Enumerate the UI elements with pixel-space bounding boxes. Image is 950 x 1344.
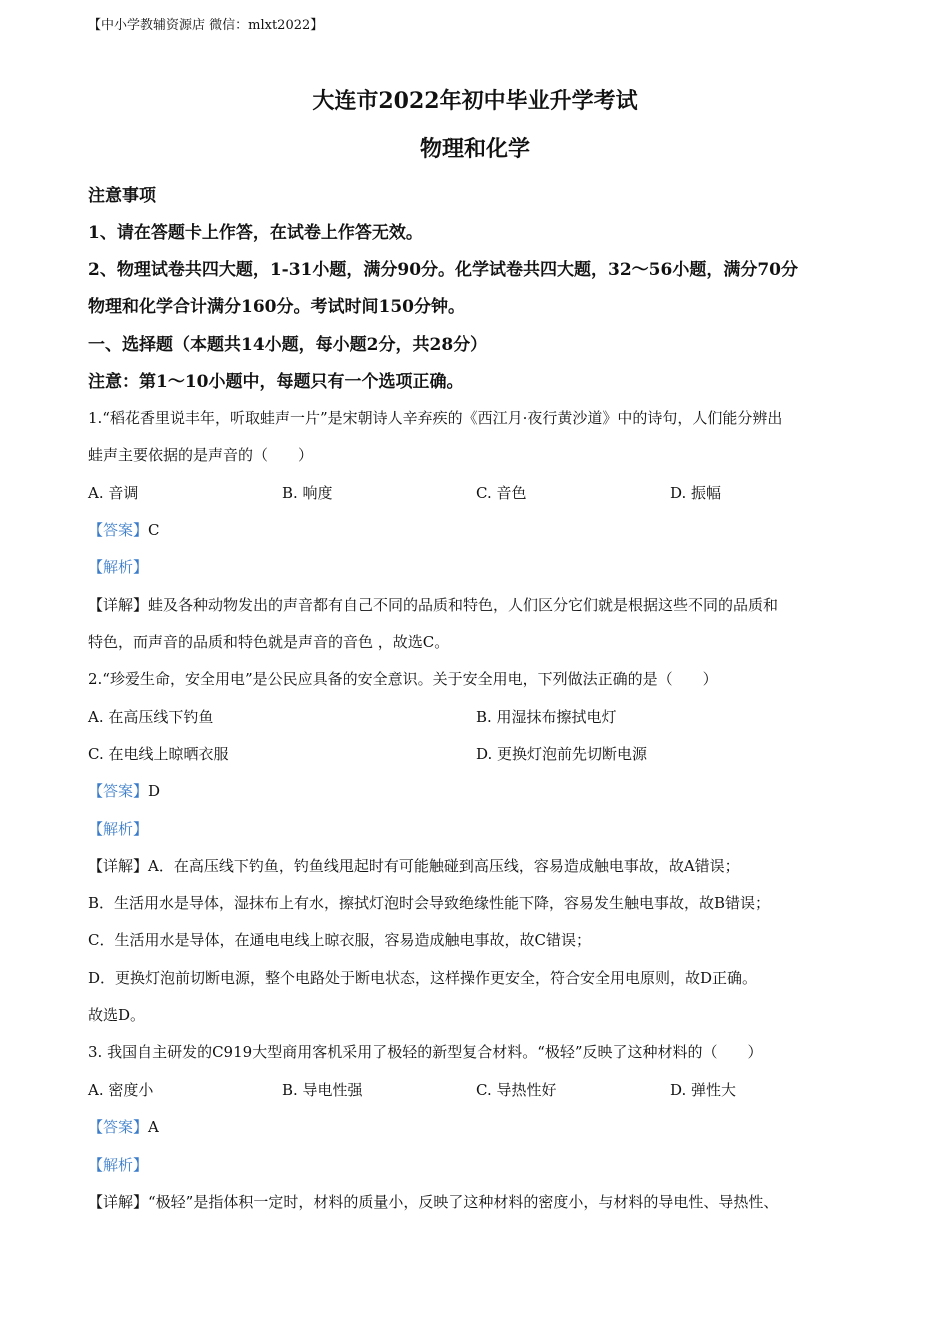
detail-tag: 【详解】: [88, 857, 149, 875]
q3-option-c: C. 导热性好: [476, 1081, 557, 1099]
notice-item-2b: 物理和化学合计满分160分。考试时间150分钟。: [88, 297, 465, 317]
page-subtitle: 物理和化学: [419, 136, 530, 162]
q2-option-c: C. 在电线上晾晒衣服: [88, 745, 229, 763]
q2-detail-line5: 故选D。: [88, 1006, 146, 1024]
q2-detail-line3: C．生活用水是导体，在通电电线上晾衣服，容易造成触电事故，故C错误；: [88, 931, 591, 949]
detail-tag: 【详解】: [88, 1193, 149, 1211]
q1-option-b: B. 响度: [282, 484, 333, 502]
analysis-tag: 【解析】: [88, 558, 149, 576]
q2-detail-line1: [88, 855, 740, 876]
notice-heading: 注意事项: [88, 186, 156, 206]
q3-stem: 3. 我国自主研发的C919大型商用客机采用了极轻的新型复合材料。“极轻”反映了这种材料的（ ）: [88, 1043, 763, 1061]
q3-answer: [88, 1116, 159, 1137]
q2-option-d: D. 更换灯泡前先切断电源: [476, 745, 648, 763]
q2-answer: [88, 780, 160, 801]
q1-detail-text1: 蛙及各种动物发出的声音都有自己不同的品质和特色，人们区分它们就是根据这些不同的品质和: [148, 596, 779, 614]
section-note: 注意：第1～10小题中，每题只有一个选项正确。: [88, 372, 464, 392]
q1-detail-line1: [88, 594, 778, 615]
q1-stem-line2: 蛙声主要依据的是声音的（ ）: [88, 446, 314, 464]
q1-stem-line1: 1.“稻花香里说丰年，听取蛙声一片”是宋朝诗人辛弃疾的《西江月·夜行黄沙道》中的诗句，人们能分辨出: [88, 409, 783, 427]
q2-option-a: A. 在高压线下钓鱼: [88, 708, 214, 726]
q1-answer-value: C: [148, 521, 160, 539]
q3-option-a: A. 密度小: [88, 1081, 154, 1099]
answer-tag: 【答案】: [88, 782, 149, 800]
q3-analysis: [88, 1154, 148, 1175]
q2-detail-line4: D．更换灯泡前切断电源，整个电路处于断电状态，这样操作更安全，符合安全用电原则，故D正确。: [88, 969, 758, 987]
q2-stem: 2.“珍爱生命，安全用电”是公民应具备的安全意识。关于安全用电，下列做法正确的是（ ）: [88, 670, 718, 688]
notice-item-1: 1、请在答题卡上作答，在试卷上作答无效。: [88, 223, 423, 243]
analysis-tag: 【解析】: [88, 1156, 149, 1174]
q2-answer-value: D: [148, 782, 161, 800]
notice-item-2a: 2、物理试卷共四大题，1-31小题，满分90分。化学试卷共四大题，32～56小题，满分70分: [88, 260, 798, 280]
q1-analysis: [88, 556, 148, 577]
answer-tag: 【答案】: [88, 521, 149, 539]
section-heading: 一、选择题（本题共14小题，每小题2分，共28分）: [88, 335, 488, 355]
header-note: 【中小学教辅资源店 微信：mlxt2022】: [88, 18, 324, 33]
page-title: 大连市2022年初中毕业升学考试: [312, 88, 638, 114]
q1-answer: [88, 519, 160, 540]
q2-detail-text1: A．在高压线下钓鱼，钓鱼线甩起时有可能触碰到高压线，容易造成触电事故，故A错误；: [148, 857, 740, 875]
q3-answer-value: A: [148, 1118, 159, 1136]
q3-detail-line1: [88, 1191, 778, 1212]
q1-option-c: C. 音色: [476, 484, 527, 502]
analysis-tag: 【解析】: [88, 820, 149, 838]
detail-tag: 【详解】: [88, 596, 149, 614]
answer-tag: 【答案】: [88, 1118, 149, 1136]
q1-option-d: D. 振幅: [670, 484, 722, 502]
q2-analysis: [88, 818, 148, 839]
q2-detail-line2: B．生活用水是导体，湿抹布上有水，擦拭灯泡时会导致绝缘性能下降，容易发生触电事故，故B错误；: [88, 894, 771, 912]
q2-option-b: B. 用湿抹布擦拭电灯: [476, 708, 617, 726]
q3-option-b: B. 导电性强: [282, 1081, 363, 1099]
q3-option-d: D. 弹性大: [670, 1081, 737, 1099]
q1-detail-line2: 特色，而声音的品质和特色就是声音的音色 ，故选C。: [88, 633, 450, 651]
q3-detail-text1: “极轻”是指体积一定时，材料的质量小，反映了这种材料的密度小，与材料的导电性、导热性、: [148, 1193, 779, 1211]
q1-option-a: A. 音调: [88, 484, 139, 502]
